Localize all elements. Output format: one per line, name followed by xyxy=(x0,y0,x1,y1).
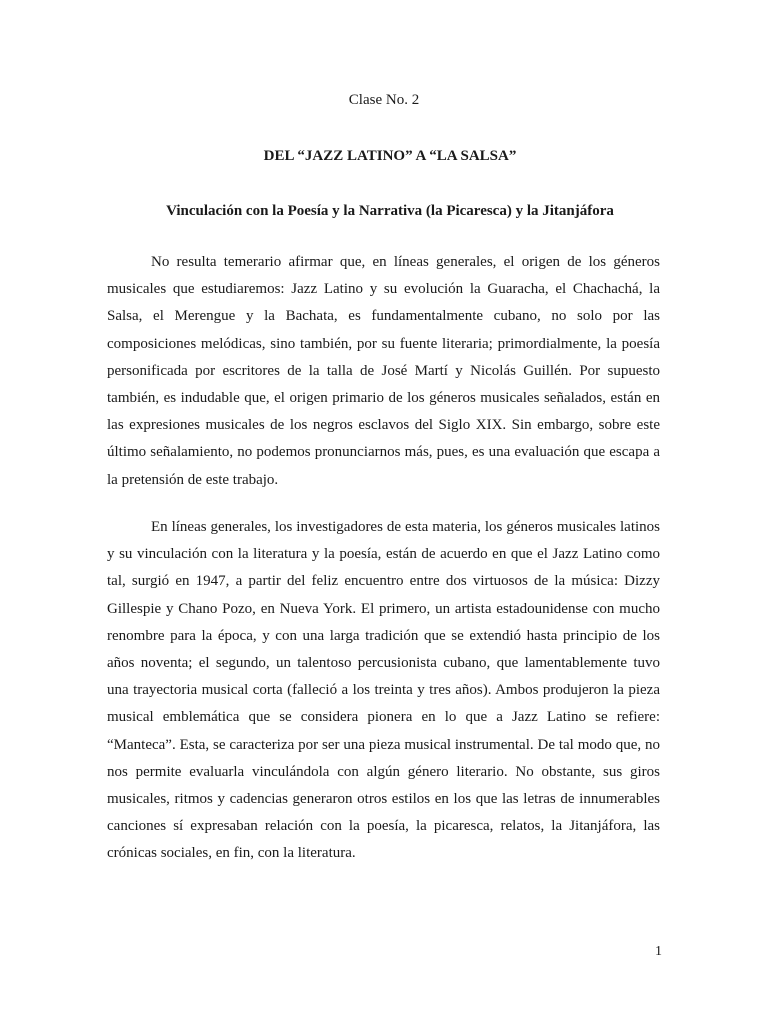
paragraph-line: musicales que estudiaremos: Jazz Latino y su evolución la Guaracha, el Chachachá, la xyxy=(107,281,660,298)
paragraph-line: musical emblemática que se considera pionera en lo que a Jazz Latino se refiere: xyxy=(107,709,660,726)
class-label: Clase No. 2 xyxy=(348,92,420,108)
paragraph-line: años noventa; el segundo, un talentoso percusionista cubano, que lamentablemente tuvo xyxy=(107,655,660,672)
paragraph-line: En líneas generales, los investigadores de esta materia, los géneros musicales latinos xyxy=(151,519,660,535)
paragraph-line: musicales, ritmos y cadencias generaron otros estilos en los que las letras de innumerables xyxy=(107,791,660,808)
paragraph-line: también, es indudable que, el origen primario de los géneros musicales señalados, están en xyxy=(107,390,660,407)
paragraph-line: Gillespie y Chano Pozo, en Nueva York. El primero, un artista estadounidense con mucho xyxy=(107,600,660,617)
paragraph-line: último señalamiento, no podemos pronunciarnos más, pues, es una evaluación que escapa a xyxy=(107,444,660,461)
paragraph-line: nos permite evaluarla vinculándola con algún género literario. No obstante, sus giros xyxy=(107,763,660,780)
paragraph-line: la pretensión de este trabajo. xyxy=(107,471,279,488)
paragraph-line: y su vinculación con la literatura y la poesía, están de acuerdo en que el Jazz Latino como xyxy=(107,546,660,563)
paragraph-line: Salsa, el Merengue y la Bachata, es fundamentalmente cubano, no solo por las xyxy=(107,308,660,325)
paragraph-2 xyxy=(107,514,660,868)
paragraph-line: una trayectoria musical corta (falleció a los treinta y tres años). Ambos produjeron la pieza xyxy=(107,682,660,699)
paragraph-line: “Manteca”. Esta, se caracteriza por ser una pieza musical instrumental. De tal modo que, no xyxy=(107,736,660,753)
paragraph-line: composiciones melódicas, sino también, por su fuente literaria; primordialmente, la poesía xyxy=(107,335,660,352)
document-subtitle: Vinculación con la Poesía y la Narrativa (la Picaresca) y la Jitanjáfora xyxy=(166,203,614,219)
paragraph-line: personificada por escritores de la talla de José Martí y Nicolás Guillén. Por supuesto xyxy=(107,362,660,379)
paragraph-line: tal, surgió en 1947, a partir del feliz encuentro entre dos virtuosos de la música: Dizzy xyxy=(107,573,660,590)
document-title: DEL “JAZZ LATINO” A “LA SALSA” xyxy=(263,148,517,164)
paragraph-1 xyxy=(107,249,660,494)
paragraph-line: No resulta temerario afirmar que, en líneas generales, el origen de los géneros xyxy=(151,254,660,270)
paragraph-line: renombre para la época, y con una larga tradición que se extendió hasta principio de los xyxy=(107,627,660,644)
paragraph-line: canciones sí expresaban relación con la poesía, la picaresca, relatos, la Jitanjáfora, las xyxy=(107,818,660,835)
paragraph-line: las expresiones musicales de los negros esclavos del Siglo XIX. Sin embargo, sobre este xyxy=(107,417,660,434)
paragraph-line: crónicas sociales, en fin, con la literatura. xyxy=(107,845,356,862)
page-number: 1 xyxy=(655,944,662,959)
